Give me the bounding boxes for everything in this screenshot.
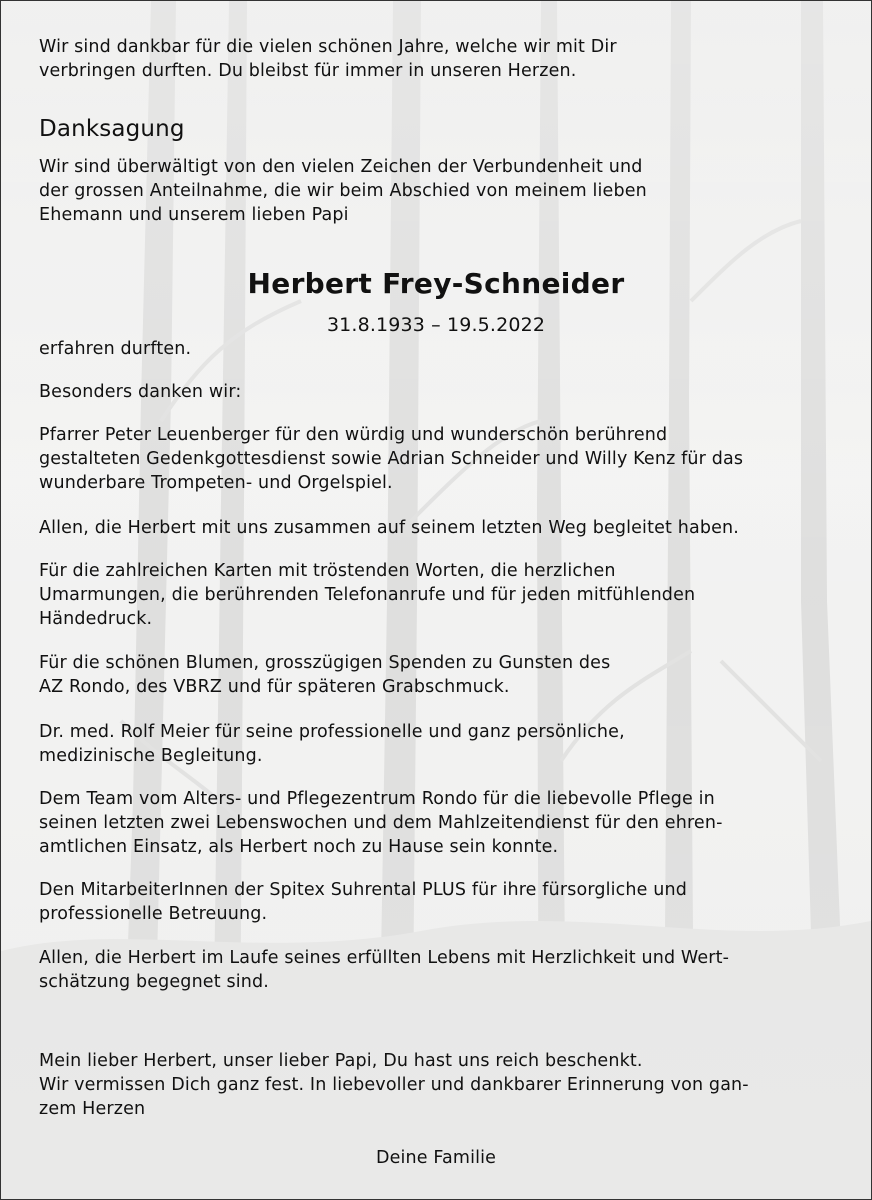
paragraph-line: Händedruck. [39,609,153,629]
paragraph-line: professionelle Betreuung. [39,904,268,924]
thanks-intro-line-1: Wir sind überwältigt von den vielen Zeichen der Verbundenheit und [39,157,643,177]
special-thanks-label: Besonders danken wir: [39,382,242,402]
paragraph-line: Umarmungen, die berührenden Telefonanrufe und für jeden mitfühlenden [39,585,696,605]
paragraph-line: Allen, die Herbert im Laufe seines erfüllten Lebens mit Herzlichkeit und Wert- [39,948,730,968]
paragraph-line: wunderbare Trompeten- und Orgelspiel. [39,473,393,493]
paragraph-line: Pfarrer Peter Leuenberger für den würdig und wunderschön berührend [39,425,668,445]
intro-line-1: Wir sind dankbar für die vielen schönen Jahre, welche wir mit Dir [39,37,617,57]
paragraph-line: Den MitarbeiterInnen der Spitex Suhrental PLUS für ihre fürsorgliche und [39,880,688,900]
intro-line-2: verbringen durften. Du bleibst für immer in unseren Herzen. [39,61,577,81]
paragraph-line: seinen letzten zwei Lebenswochen und dem Mahlzeitendienst für den ehren- [39,813,723,833]
thanks-intro-line-2: der grossen Anteilnahme, die wir beim Abschied von meinem lieben [39,181,647,201]
paragraph-line: AZ Rondo, des VBRZ und für späteren Grabschmuck. [39,677,510,697]
closing-line-1: Mein lieber Herbert, unser lieber Papi, Du hast uns reich beschenkt. [39,1051,643,1071]
paragraph-line: medizinische Begleitung. [39,746,263,766]
paragraph-line: Dem Team vom Alters- und Pflegezentrum Rondo für die liebevolle Pflege in [39,789,715,809]
paragraph-line: Für die zahlreichen Karten mit tröstenden Worten, die herzlichen [39,561,616,581]
paragraph-line: schätzung begegnet sind. [39,972,269,992]
paragraph-line: amtlichen Einsatz, als Herbert noch zu Hause sein konnte. [39,837,559,857]
deceased-dates: 31.8.1933 – 19.5.2022 [326,314,546,336]
signature: Deine Familie [375,1148,497,1168]
section-heading: Danksagung [39,116,185,142]
paragraph-line: Für die schönen Blumen, grosszügigen Spenden zu Gunsten des [39,653,611,673]
paragraph-line: Dr. med. Rolf Meier für seine professionelle und ganz persönliche, [39,722,625,742]
paragraph-line: Allen, die Herbert mit uns zusammen auf seinem letzten Weg begleitet haben. [39,518,739,538]
closing-line-3: zem Herzen [39,1099,146,1119]
paragraph-line: gestalteten Gedenkgottesdienst sowie Adrian Schneider und Willy Kenz für das [39,449,744,469]
received-line: erfahren durften. [39,339,192,359]
thanks-intro-line-3: Ehemann und unserem lieben Papi [39,205,349,225]
closing-line-2: Wir vermissen Dich ganz fest. In liebevoller und dankbarer Erinnerung von gan- [39,1075,749,1095]
deceased-name: Herbert Frey-Schneider [247,267,625,300]
